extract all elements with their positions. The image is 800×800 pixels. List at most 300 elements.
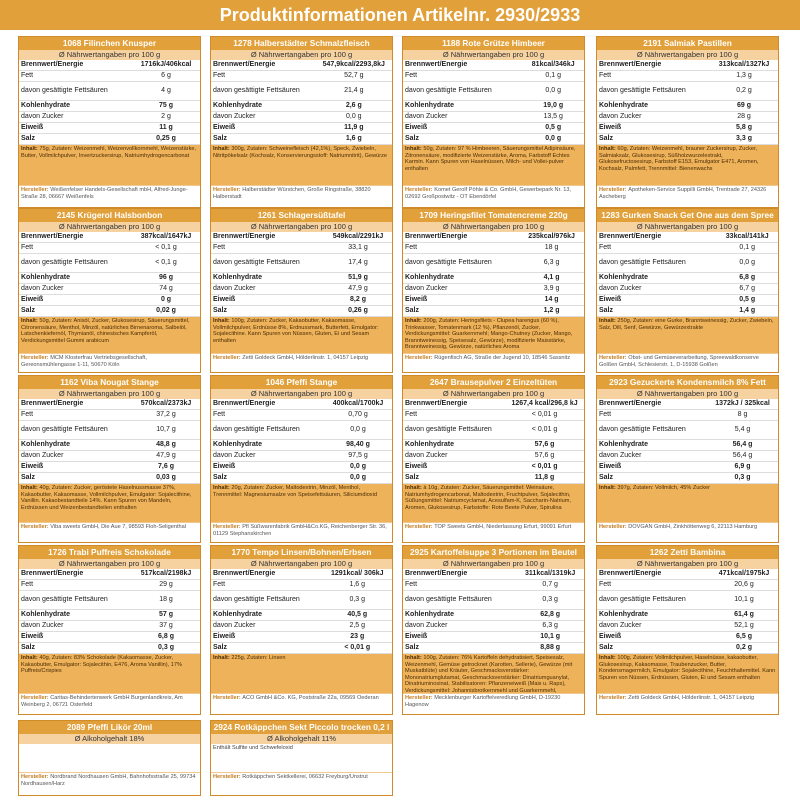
nutrient-value: 33kcal/141kJ [716, 232, 778, 243]
nutrient-label: Eiweiß [403, 462, 505, 473]
nutrition-header: Ø Nährwertangaben pro 100 g [211, 50, 392, 60]
nutrient-label: Salz [597, 473, 707, 484]
nutrition-row [597, 473, 778, 484]
nutrition-row [211, 60, 392, 71]
nutrient-value: 1291kcal/ 306kJ [323, 569, 392, 580]
nutrient-value: 1,2 g [519, 306, 584, 317]
nutrient-label: davon Zucker [19, 621, 132, 632]
nutrition-row [597, 643, 778, 654]
nutrition-row [19, 254, 200, 273]
nutrition-row [597, 421, 778, 440]
text-body: 50g, Zutaten: 97 % Himbeeren, Säuerungsmittel Adipinsäure, Zitronensäure, modifizierte Weizenstärke, Aroma, Farbstoff Echtes Karmin. Kann Spuren von Haselnüssen, Milch- und Vollei-pulver enthalten [405, 146, 576, 172]
nutrition-row [19, 123, 200, 134]
product-card [210, 36, 393, 208]
label-prefix: Inhalt: [599, 485, 618, 491]
text-body: Viba sweets GmbH, Die Aue 7, 98593 Floh-Seligenthal [50, 524, 187, 530]
nutrient-label: Brennwert/Energie [597, 569, 710, 580]
nutrient-value: 98,40 g [324, 440, 392, 451]
ingredients-text [211, 484, 392, 522]
nutrient-value: 0,5 g [716, 295, 778, 306]
nutrient-label: Eiweiß [19, 632, 132, 643]
nutrition-row [19, 473, 200, 484]
nutrient-value: 0,0 g [324, 462, 392, 473]
product-card [402, 208, 585, 373]
ingredients-text [597, 317, 778, 353]
nutrient-label: Brennwert/Energie [211, 399, 324, 410]
nutrient-value: 52,7 g [316, 71, 392, 82]
product-card [210, 208, 393, 373]
nutrient-label: Salz [403, 473, 505, 484]
nutrient-value: 17,4 g [324, 254, 392, 273]
nutrient-value: 18 g [132, 591, 200, 610]
nutrition-row [597, 440, 778, 451]
nutrition-row [211, 591, 392, 610]
nutrient-label: Fett [403, 580, 516, 591]
nutrient-value: 0,5 g [522, 123, 584, 134]
nutrient-value: 47,9 g [324, 284, 392, 295]
ingredients-text [211, 654, 392, 693]
nutrient-value: 18 g [519, 243, 584, 254]
nutrition-row [403, 451, 584, 462]
text-body: ACO GmbH &Co. KG, Poststraße 22a, 09569 Oederan [242, 695, 379, 701]
manufacturer-text [19, 185, 200, 208]
nutrient-label: davon gesättigte Fettsäuren [19, 254, 132, 273]
nutrition-header: Ø Nährwertangaben pro 100 g [597, 559, 778, 569]
nutrition-row [597, 591, 778, 610]
nutrition-row [211, 306, 392, 317]
nutrient-label: Kohlenhydrate [403, 440, 505, 451]
label-prefix: Hersteller: [599, 187, 629, 193]
nutrient-value: 400kcal/1700kJ [324, 399, 392, 410]
nutrient-value: 1267,4 kcal/296,8 kJ [505, 399, 584, 410]
product-name: 2925 Kartoffelsuppe 3 Portionen im Beutel [403, 546, 584, 559]
nutrient-value: 6,5 g [710, 632, 778, 643]
nutrition-row [19, 232, 200, 243]
nutrient-label: Kohlenhydrate [19, 273, 132, 284]
nutrient-label: Fett [211, 410, 324, 421]
text-body: Weißenfelser Handels-Gesellschaft mbH, Alfred-Junge-Straße 28, 06667 Weißenfels [21, 187, 188, 200]
nutrition-row [19, 60, 200, 71]
manufacturer-text [19, 522, 200, 543]
text-body: 100g, Zutaten: Zucker, Kakaobutter, Kakaomasse, Vollmilchpulver, Erdnüsse 8%, Erdnussmark, Butterfett, Emulgator: Sojalecithine. Kann Spuren von Nüssen, Gluten, Ei und Sesam enthalten [213, 318, 379, 344]
product-name: 2191 Salmiak Pastillen [597, 37, 778, 50]
manufacturer-text [19, 353, 200, 373]
drink-card [210, 720, 393, 796]
nutrition-row [19, 462, 200, 473]
text-body: TOP Sweets GmbH, Niederlassung Erfurt, 99091 Erfurt [434, 524, 572, 530]
nutrition-header: Ø Nährwertangaben pro 100 g [597, 222, 778, 232]
nutrient-label: davon Zucker [597, 284, 716, 295]
nutrient-label: Brennwert/Energie [19, 569, 132, 580]
nutrition-row [597, 399, 778, 410]
nutrient-label: Eiweiß [211, 123, 316, 134]
nutrient-value: 0,1 g [716, 243, 778, 254]
nutrient-label: Salz [211, 643, 323, 654]
manufacturer-text [211, 522, 392, 543]
text-body: 20g, Zutaten: Zucker, Maltodextrin, Minzöl, Menthol, Trennmittel: Magnesiumsalze von Speisefettsäuren, Siliciumdioxid [213, 485, 377, 498]
nutrient-label: Brennwert/Energie [211, 569, 323, 580]
nutrient-label: Fett [211, 580, 323, 591]
nutrition-row [211, 410, 392, 421]
nutrition-row [403, 591, 584, 610]
nutrient-value: 40,5 g [323, 610, 392, 621]
nutrition-row [211, 232, 392, 243]
nutrient-value: 6,3 g [516, 621, 584, 632]
nutrient-value: 6,7 g [716, 284, 778, 295]
nutrition-row [597, 273, 778, 284]
nutrition-row [403, 123, 584, 134]
nutrition-row [19, 71, 200, 82]
manufacturer-text [403, 522, 584, 543]
nutrient-value: 0,25 g [132, 134, 200, 145]
nutrient-label: Fett [597, 243, 716, 254]
nutrient-label: davon Zucker [403, 284, 519, 295]
nutrient-value: 2,5 g [323, 621, 392, 632]
nutrient-value: 3,3 g [710, 134, 778, 145]
nutrient-label: Kohlenhydrate [403, 273, 519, 284]
nutrient-value: 1,3 g [710, 71, 778, 82]
nutrient-value: 51,9 g [324, 273, 392, 284]
nutrient-value: 3,9 g [519, 284, 584, 295]
nutrition-row [211, 82, 392, 101]
nutrition-header: Ø Nährwertangaben pro 100 g [19, 50, 200, 60]
label-prefix: Inhalt: [21, 146, 40, 152]
nutrition-row [19, 410, 200, 421]
nutrient-label: Salz [597, 134, 710, 145]
nutrient-label: davon gesättigte Fettsäuren [211, 591, 323, 610]
nutrition-row [211, 643, 392, 654]
nutrient-value: 2,6 g [316, 101, 392, 112]
label-prefix: Hersteller: [213, 187, 243, 193]
nutrient-value: 11,8 g [505, 473, 584, 484]
nutrient-label: Kohlenhydrate [597, 273, 716, 284]
nutrient-label: Eiweiß [19, 462, 132, 473]
manufacturer-text [403, 353, 584, 373]
nutrition-row [403, 82, 584, 101]
label-prefix: Hersteller: [213, 774, 243, 780]
nutrient-value: 0,26 g [324, 306, 392, 317]
nutrient-label: Kohlenhydrate [211, 440, 324, 451]
text-body: 225g, Zutaten: Linsen [231, 655, 286, 661]
drink-card [18, 720, 201, 796]
product-name: 1068 Filinchen Knusper [19, 37, 200, 50]
ingredients-text [597, 484, 778, 522]
nutrition-row [211, 610, 392, 621]
nutrient-label: Brennwert/Energie [19, 60, 132, 71]
manufacturer-text [211, 772, 392, 795]
nutrition-row [597, 60, 778, 71]
nutrient-label: Salz [19, 306, 132, 317]
nutrition-row [403, 473, 584, 484]
label-prefix: Inhalt: [21, 318, 40, 324]
label-prefix: Hersteller: [213, 524, 243, 530]
nutrition-row [211, 123, 392, 134]
nutrition-row [597, 284, 778, 295]
nutrition-row [597, 232, 778, 243]
nutrient-label: davon Zucker [597, 451, 707, 462]
text-body: 40g, Zutaten: 83% Schokolade (Kakaomasse, Zucker, Kakaobutter, Emulgator: Sojalecithin, E476, Aroma Vanillin), 17% Puffreis/Crispies [21, 655, 182, 675]
text-body: Caritas-Behindertenwerk GmbH Burgenlandkreis, Am Weinberg 2, 06721 Osterfeld [21, 695, 183, 708]
alcohol-content: Ø Alkoholgehalt 11% [211, 734, 392, 744]
label-prefix: Hersteller: [21, 524, 51, 530]
nutrient-label: Salz [597, 643, 710, 654]
label-prefix: Hersteller: [21, 774, 51, 780]
nutrient-value: 37 g [132, 621, 200, 632]
nutrient-value: 517kcal/2198kJ [132, 569, 200, 580]
nutrition-table [403, 232, 584, 317]
nutrient-label: Eiweiß [597, 295, 716, 306]
label-prefix: Hersteller: [213, 355, 243, 361]
nutrient-value: 47,9 g [132, 451, 200, 462]
nutrition-row [211, 440, 392, 451]
nutrition-row [19, 643, 200, 654]
nutrition-row [19, 632, 200, 643]
text-body: Obst- und Gemüseverarbeitung, Spreewaldkonserve Golßen GmbH, Schlesierstr. 1, D-15938 Golßen [599, 355, 759, 368]
product-card [596, 36, 779, 208]
nutrition-row [403, 569, 584, 580]
ingredients-text [597, 654, 778, 693]
product-name: 1188 Rote Grütze Himbeer [403, 37, 584, 50]
nutrition-row [403, 284, 584, 295]
nutrient-label: Eiweiß [597, 123, 710, 134]
nutrition-row [403, 399, 584, 410]
text-body: Rotkäppchen Sektkellerei, 06632 Freyburg/Unstrut [242, 774, 368, 780]
nutrient-value: 0,0 g [522, 82, 584, 101]
text-body: Zetti Goldeck GmbH, Hölderlinstr. 1, 04157 Leipzig [242, 355, 369, 361]
nutrition-row [597, 112, 778, 123]
nutrient-label: davon gesättigte Fettsäuren [211, 82, 316, 101]
product-name: 1262 Zetti Bambina [597, 546, 778, 559]
nutrient-label: Salz [19, 473, 132, 484]
text-body: 60g, Zutaten: Weizenmehl, brauner Zuckersirup, Zucker, Salmiaksalz, Glukosesirup, Süßholzwurzelextrakt, Glukosefructosesirup, Farbstoff E153, Emulgator E471, Aromen, Kochsalz, Palmfett, Trennmittel: Bienenwachs [599, 146, 759, 172]
nutrition-table [19, 232, 200, 317]
text-body: MCM Klosterfrau Vertriebsgesellschaft, Gereonsmühlengasse 1-11, 50670 Köln [21, 355, 147, 368]
nutrient-label: Salz [403, 134, 522, 145]
product-card [402, 545, 585, 715]
nutrition-row [403, 71, 584, 82]
label-prefix: Hersteller: [405, 524, 435, 530]
nutrient-value: 471kcal/1975kJ [710, 569, 778, 580]
nutrition-row [19, 82, 200, 101]
text-body: 40g, Zutaten: Zucker, geröstete Haselnussmasse 37%, Kakaobutter, Kakaomasse, Vollmilchpulver, Emulgator: Sojalecithine, Vanillin. Kakaobestandteile 14%. Kann Spuren von Mandeln, Erdnüssen und Weizenbestandteilen enthalten [21, 485, 192, 511]
nutrient-value: 13,5 g [522, 112, 584, 123]
ingredients-text [403, 484, 584, 522]
nutrient-value: 96 g [132, 273, 200, 284]
nutrition-row [597, 82, 778, 101]
nutrient-value: 0,0 g [522, 134, 584, 145]
nutrient-value: < 0,01 g [505, 421, 584, 440]
nutrient-label: davon gesättigte Fettsäuren [597, 82, 710, 101]
text-body: à 10g, Zutaten: Zucker, Säuerungsmittel: Weinsäure, Natriumhydrogencarbonat, Maltodextrin, Fruchtpulver, Sojalecithin, Süßungsmittel: Natriumcyclamat, Acesulfam-K, Saccharin-Natrium, Aromen, Glukosesirup, Farbstoffe: Rote Beete Pulver, Spirulina [405, 485, 571, 511]
nutrient-value: 387kcal/1647kJ [132, 232, 200, 243]
nutrition-row [19, 591, 200, 610]
nutrition-row [19, 399, 200, 410]
nutrition-row [403, 440, 584, 451]
nutrition-row [403, 462, 584, 473]
nutrient-label: Fett [403, 71, 522, 82]
nutrient-value: 8,2 g [324, 295, 392, 306]
text-body: Rügenfisch AG, Straße der Jugend 10, 18546 Sassnitz [434, 355, 571, 361]
nutrient-label: Brennwert/Energie [403, 232, 519, 243]
nutrient-label: Brennwert/Energie [403, 60, 522, 71]
nutrient-label: Salz [403, 643, 516, 654]
nutrient-label: Kohlenhydrate [211, 101, 316, 112]
nutrient-label: davon gesättigte Fettsäuren [19, 421, 132, 440]
nutrient-value: 2 g [132, 112, 200, 123]
manufacturer-text [597, 693, 778, 715]
nutrient-value: 0,3 g [132, 643, 200, 654]
nutrition-row [597, 243, 778, 254]
nutrient-value: 6,8 g [716, 273, 778, 284]
text-body: 100g, Zutaten: Vollmilchpulver, Haselnüsse, kakaobutter, Glukosesirup, Kakaomasse, Traubenzucker, Butter, Kondensmagermilch, Emulgator: Sojalecithine, Feuchthaltemittel. Kann Spuren von Nüssen, Erdnüssen, Gluten, Ei und Sesam enthalten [599, 655, 776, 681]
nutrition-header: Ø Nährwertangaben pro 100 g [211, 559, 392, 569]
nutrition-row [211, 243, 392, 254]
nutrient-label: Fett [597, 71, 710, 82]
nutrient-label: Eiweiß [211, 462, 324, 473]
nutrient-label: Kohlenhydrate [403, 610, 516, 621]
nutrition-row [403, 632, 584, 643]
nutrient-label: Brennwert/Energie [597, 232, 716, 243]
nutrition-header: Ø Nährwertangaben pro 100 g [403, 559, 584, 569]
nutrient-value: 37,2 g [132, 410, 200, 421]
nutrition-row [19, 451, 200, 462]
nutrition-table [597, 232, 778, 317]
nutrition-header: Ø Nährwertangaben pro 100 g [19, 559, 200, 569]
nutrient-label: Brennwert/Energie [403, 569, 516, 580]
nutrient-label: Kohlenhydrate [211, 610, 323, 621]
label-prefix: Inhalt: [599, 318, 618, 324]
nutrient-value: 75 g [132, 101, 200, 112]
nutrition-row [211, 254, 392, 273]
nutrition-row [597, 306, 778, 317]
nutrient-value: 20,6 g [710, 580, 778, 591]
nutrition-header: Ø Nährwertangaben pro 100 g [403, 389, 584, 399]
nutrient-label: davon gesättigte Fettsäuren [597, 254, 716, 273]
nutrient-value: 313kcal/1327kJ [710, 60, 778, 71]
text-body: 75g, Zutaten: Weizenmehl, Weizenvollkornmehl, Weizenstärke, Butter, Vollmilchpulver, Invertzuckersirup, Natriumhydrogencarbonat [21, 146, 197, 159]
product-name: 1046 Pfeffi Stange [211, 376, 392, 389]
nutrition-row [19, 306, 200, 317]
label-prefix: Hersteller: [405, 695, 435, 701]
text-body: DOVGAN GmbH, Zinkhöttenweg 6, 22113 Hamburg [628, 524, 758, 530]
nutrition-row [19, 421, 200, 440]
contents-text [19, 744, 200, 772]
nutrition-table [403, 569, 584, 654]
nutrition-header: Ø Nährwertangaben pro 100 g [597, 389, 778, 399]
product-name: 1726 Trabi Puffreis Schokolade [19, 546, 200, 559]
nutrient-label: Fett [211, 71, 316, 82]
nutrient-label: davon Zucker [403, 451, 505, 462]
nutrient-value: 56,4 g [707, 440, 778, 451]
text-body: Komet Gerolf Pöhle & Co. GmbH, Gewerbepark Nr. 13, 02692 Großpostwitz - OT Ebendörfel [405, 187, 572, 200]
nutrient-value: 0,7 g [516, 580, 584, 591]
label-prefix: Inhalt: [213, 146, 232, 152]
text-body: Pfl Süßwarenfabrik GmbH&Co.KG, Reichenberger Str. 36, 01129 Stephanskirchen [213, 524, 387, 537]
nutrition-header: Ø Nährwertangaben pro 100 g [211, 389, 392, 399]
nutrient-label: Fett [19, 580, 132, 591]
text-body: 200g, Zutaten: Heringsfilets - Clupea harengus (60 %), Trinkwasser, Tomatenmark (12 %), Pflanzenöl, Zucker, Verdickungsmittel: Guarkernmehl; Mango-Chutney (Zucker, Mango, Branntweinessig, Speisesalz, Gewürze), modifizierte Maisstärke, Branntweinessig, Gewürze, natürliches Aroma [405, 318, 573, 351]
nutrient-label: Kohlenhydrate [19, 610, 132, 621]
nutrient-label: Salz [211, 306, 324, 317]
nutrition-row [403, 621, 584, 632]
product-card [210, 545, 393, 715]
nutrition-row [403, 410, 584, 421]
text-body: 300g, Zutaten: Schweinefleisch (42,1%), Speck, Zwiebeln, Nitritpökelsalz (Kochsalz, Konservierungsstoff: Natriumnitrit), Gewürze [213, 146, 387, 159]
nutrient-value: < 0,01 g [323, 643, 392, 654]
nutrient-value: 0,2 g [710, 643, 778, 654]
nutrient-label: davon gesättigte Fettsäuren [597, 421, 707, 440]
nutrient-value: 10,7 g [132, 421, 200, 440]
nutrition-header: Ø Nährwertangaben pro 100 g [19, 389, 200, 399]
nutrient-value: 57 g [132, 610, 200, 621]
nutrient-label: davon gesättigte Fettsäuren [597, 591, 710, 610]
nutrient-label: Kohlenhydrate [19, 440, 132, 451]
nutrient-label: Eiweiß [19, 123, 132, 134]
text-body: 397g, Zutaten: Vollmilch, 45% Zucker [617, 485, 710, 491]
nutrient-value: 7,6 g [132, 462, 200, 473]
product-card [18, 545, 201, 715]
product-card [18, 36, 201, 208]
product-card [596, 545, 779, 715]
nutrient-value: 1372kJ / 325kcal [707, 399, 778, 410]
nutrient-value: 11 g [132, 123, 200, 134]
label-prefix: Inhalt: [405, 318, 424, 324]
nutrient-label: davon gesättigte Fettsäuren [403, 421, 505, 440]
label-prefix: Hersteller: [21, 695, 51, 701]
nutrition-row [211, 273, 392, 284]
nutrient-label: Fett [19, 410, 132, 421]
ingredients-text [403, 317, 584, 353]
product-name: 2145 Krügerol Halsbonbon [19, 209, 200, 222]
ingredients-text [211, 317, 392, 353]
nutrition-row [211, 112, 392, 123]
nutrition-row [597, 451, 778, 462]
nutrition-row [403, 580, 584, 591]
nutrition-header: Ø Nährwertangaben pro 100 g [211, 222, 392, 232]
nutrient-label: Fett [597, 580, 710, 591]
nutrient-label: Fett [403, 410, 505, 421]
nutrient-value: 0 g [132, 295, 200, 306]
text-body: Mecklenburger Kartoffelveredlung GmbH, D-19230 Hagenow [405, 695, 561, 708]
nutrient-value: < 0,1 g [132, 243, 200, 254]
nutrition-row [19, 112, 200, 123]
nutrition-row [211, 399, 392, 410]
nutrient-value: 1,6 g [323, 580, 392, 591]
nutrient-label: davon Zucker [19, 451, 132, 462]
nutrient-value: 14 g [519, 295, 584, 306]
ingredients-text [19, 317, 200, 353]
nutrient-label: Fett [211, 243, 324, 254]
nutrient-value: 23 g [323, 632, 392, 643]
nutrient-label: davon Zucker [597, 621, 710, 632]
nutrient-label: davon Zucker [211, 621, 323, 632]
manufacturer-text [211, 693, 392, 715]
nutrition-table [597, 569, 778, 654]
nutrition-header: Ø Nährwertangaben pro 100 g [403, 50, 584, 60]
label-prefix: Hersteller: [405, 355, 435, 361]
nutrition-row [19, 243, 200, 254]
nutrition-row [211, 421, 392, 440]
nutrition-row [211, 451, 392, 462]
nutrition-row [19, 610, 200, 621]
text-body: 50g, Zutaten: Anisöl, Zucker, Glukosesirup, Säuerungsmittel, Citronensäure, Menthol, Minzöl, natürliches Birnenaroma, Salbeiöl, Latschenkiefernöl, Thymianöl, chinesisches Kampferöl, Verdickungsmittel Gummi arabicum [21, 318, 190, 344]
nutrition-row [403, 254, 584, 273]
nutrition-row [597, 71, 778, 82]
nutrient-value: 1716kJ/406kcal [132, 60, 200, 71]
label-prefix: Inhalt: [213, 655, 232, 661]
nutrient-label: Eiweiß [403, 123, 522, 134]
product-name: 1709 Heringsfilet Tomatencreme 220g [403, 209, 584, 222]
